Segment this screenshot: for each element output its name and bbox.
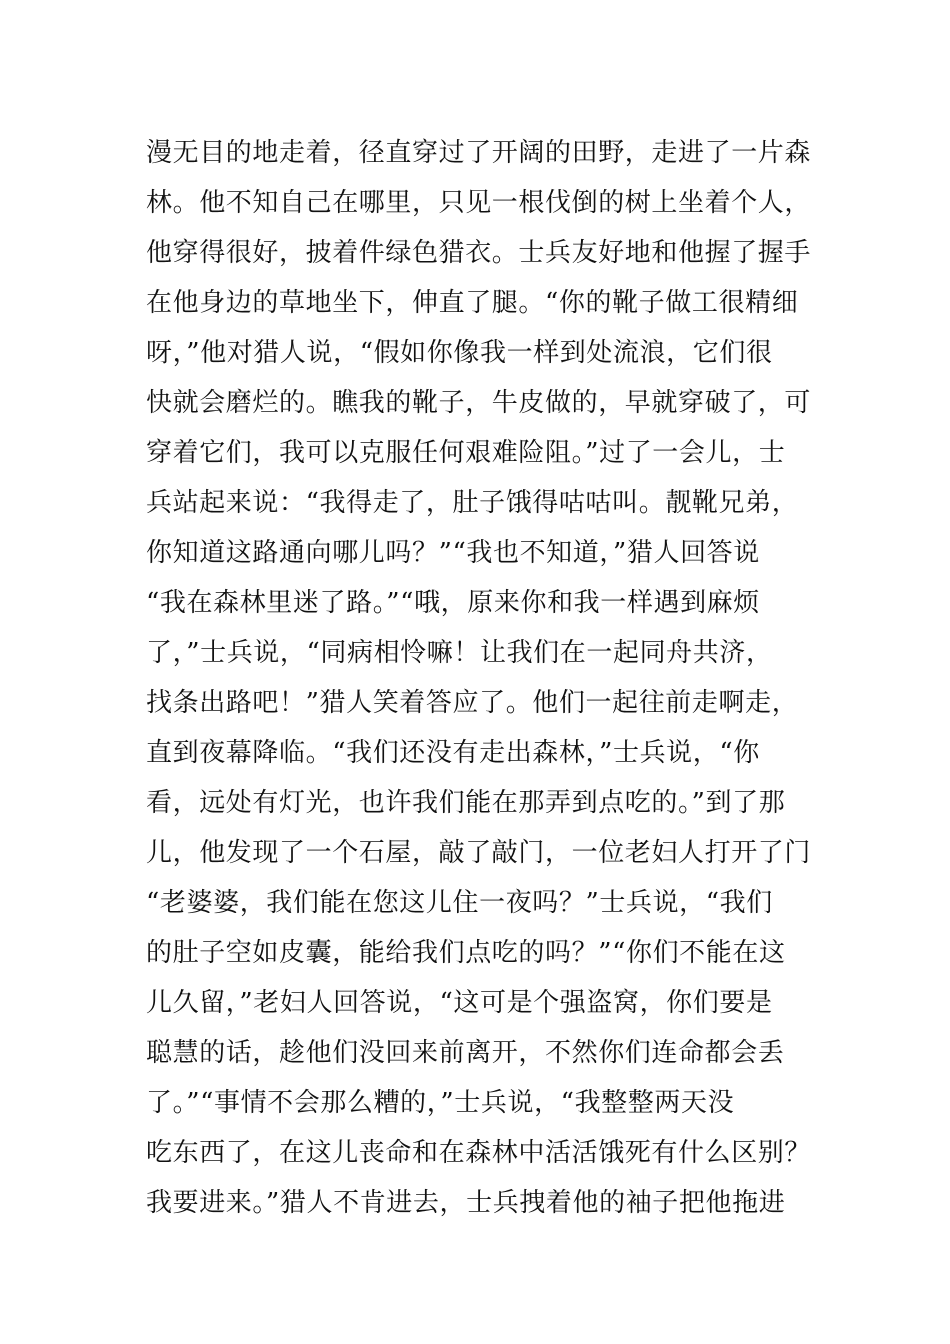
- text-line: 的肚子空如皮囊，能给我们点吃的吗？”“你们不能在这: [146, 938, 786, 968]
- text-line: 林。他不知自己在哪里，只见一根伐倒的树上坐着个人，: [146, 188, 812, 218]
- text-line: 吃东西了，在这儿丧命和在森林中活活饿死有什么区别？: [146, 1138, 812, 1168]
- text-line: “我在森林里迷了路。”“哦，原来你和我一样遇到麻烦: [146, 588, 760, 618]
- text-line: 找条出路吧！”猎人笑着答应了。他们一起往前走啊走，: [146, 688, 799, 718]
- text-line: 直到夜幕降临。“我们还没有走出森林，”士兵说，“你: [146, 738, 760, 768]
- text-line: “老婆婆，我们能在您这儿住一夜吗？”士兵说，“我们: [146, 888, 773, 918]
- text-line: 聪慧的话，趁他们没回来前离开，不然你们连命都会丢: [146, 1038, 785, 1068]
- text-line: 他穿得很好，披着件绿色猎衣。士兵友好地和他握了握手: [146, 238, 812, 268]
- text-line: 穿着它们，我可以克服任何艰难险阻。”过了一会儿，士: [146, 438, 786, 468]
- story-text: [146, 128, 826, 1228]
- text-line: 儿，他发现了一个石屋，敲了敲门，一位老妇人打开了门: [146, 838, 812, 868]
- text-line: 看，远处有灯光，也许我们能在那弄到点吃的。”到了那: [146, 788, 786, 818]
- text-line: 快就会磨烂的。瞧我的靴子，牛皮做的，早就穿破了，可: [146, 388, 812, 418]
- text-line: 呀，”他对猎人说，“假如你像我一样到处流浪，它们很: [146, 338, 773, 368]
- text-line: 了，”士兵说，“同病相怜嘛！让我们在一起同舟共济，: [146, 638, 773, 668]
- text-line: 你知道这路通向哪儿吗？”“我也不知道，”猎人回答说: [146, 538, 760, 568]
- text-line: 兵站起来说：“我得走了，肚子饿得咕咕叫。靓靴兄弟，: [146, 488, 799, 518]
- text-line: 我要进来。”猎人不肯进去，士兵拽着他的袖子把他拖进: [146, 1188, 786, 1218]
- text-line: 在他身边的草地坐下，伸直了腿。“你的靴子做工很精细: [146, 288, 799, 318]
- text-line: 漫无目的地走着，径直穿过了开阔的田野，走进了一片森: [146, 138, 812, 168]
- text-line: 了。”“事情不会那么糟的，”士兵说，“我整整两天没: [146, 1088, 735, 1118]
- text-line: 儿久留，”老妇人回答说，“这可是个强盗窝，你们要是: [146, 988, 773, 1018]
